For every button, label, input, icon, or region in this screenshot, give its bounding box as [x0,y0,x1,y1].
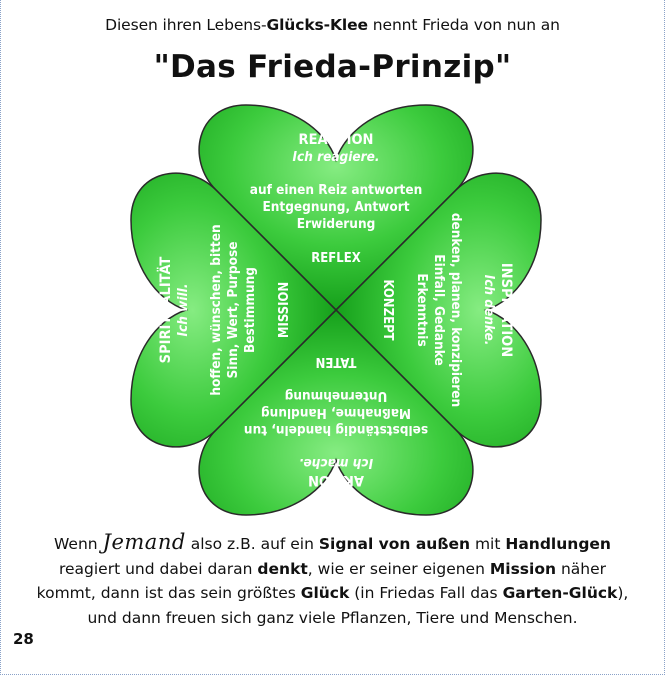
leaf-top-inner: REFLEX [311,251,361,266]
body-bold: Garten-Glück [502,584,618,602]
leaf-top-line: auf einen Reiz antworten [249,182,423,198]
leaf-left-inner: MISSION [277,281,292,339]
leaf-right-line: denken, planen, konzipieren [448,212,464,408]
leaf-left-line: Bestimmung [242,267,258,353]
leaf-left-line: hoffen, wünschen, bitten [208,224,224,396]
body-text: mit [470,535,506,553]
leaf-bottom-line: selbstständig handeln, tun [243,422,429,438]
leaf-left-heading: SPIRITUALITÄT [158,256,174,364]
body-text: , wie er seiner eigenen [307,559,490,578]
body-bold: Signal von außen [318,535,471,553]
leaf-top-subheading: Ich reagiere. [292,149,380,165]
body-text: reagiert und dabei daran [58,559,258,578]
body-text: und dann freuen sich ganz viele Pflanzen, Tiere und Menschen. [87,608,578,627]
leaf-bottom-heading: AKTION [308,472,364,488]
leaf-right-line: Erkenntnis [414,273,430,347]
intro-line [0,16,665,34]
body-text: Wenn [54,535,103,553]
body-text: (in Friedas Fall das [349,584,503,602]
page-number: 28 [13,630,34,648]
body-line-1 [0,530,665,557]
leaf-top-line: Erwiderung [296,216,376,232]
leaf-left-line: Sinn, Wert, Purpose [225,241,241,379]
body-line-3 [0,581,665,606]
body-bold: denkt [257,559,308,578]
body-text: also z.B. auf ein [185,535,319,553]
leaf-right-line: Einfall, Gedanke [431,254,447,366]
body-text: näher [556,559,607,578]
clover-diagram [106,95,566,525]
body-bold: Handlungen [505,535,611,553]
body-bold: Mission [489,559,557,578]
page-title: "Das Frieda-Prinzip" [153,49,512,85]
leaf-bottom-inner: TATEN [315,354,357,369]
intro-text-end: nennt Frieda von nun an [367,16,560,34]
leaf-right-subheading: Ich denke. [481,274,497,346]
body-paragraph [0,530,665,630]
jemand-word: Jemand [102,530,186,554]
leaf-right-heading: INSPIRATION [498,262,514,358]
leaf-bottom-subheading: Ich mache. [298,455,374,471]
leaf-top-heading: REAKTION [298,132,374,148]
leaf-bottom-line: Maßnahme, Handlung [260,405,412,421]
leaf-bottom-line: Unternehmung [284,388,388,404]
leaf-left-subheading: Ich will. [175,283,191,337]
leaf-top-line: Entgegnung, Antwort [262,199,410,215]
body-line-4 [0,606,665,631]
leaf-right-inner: KONZEPT [380,279,395,341]
body-text: ), [617,584,629,602]
body-bold: Glück [300,584,350,602]
body-line-2 [0,557,665,582]
intro-text: Diesen ihren Lebens- [105,16,267,34]
intro-bold: Glücks-Klee [266,16,368,34]
body-text: kommt, dann ist das sein größtes [36,584,301,602]
